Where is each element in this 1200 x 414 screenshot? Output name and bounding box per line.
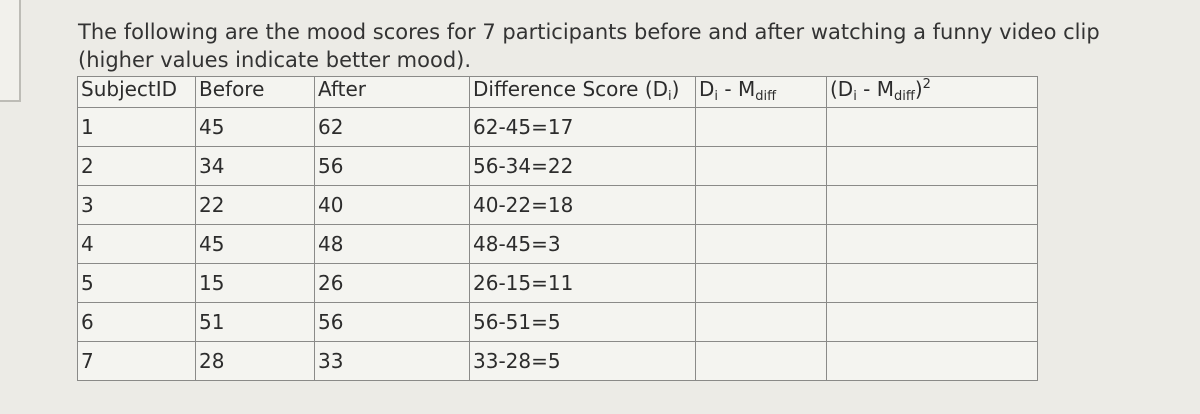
header-difference-score [470,77,696,108]
header-sq-sup: 2 [922,77,931,92]
cell-after: 48 [315,225,470,264]
cell-deviation[interactable] [696,147,827,186]
cell-after: 40 [315,186,470,225]
header-after: After [315,77,470,108]
cell-difference: 40-22=18 [470,186,696,225]
cell-before: 22 [196,186,315,225]
table-row [78,303,1038,342]
cell-subject-id: 4 [78,225,196,264]
header-dm-sub1: i [714,89,719,104]
left-panel-edge [0,0,21,102]
table-row [78,264,1038,303]
header-sq-text: (D [830,77,854,101]
cell-squared-deviation[interactable] [827,147,1038,186]
cell-squared-deviation[interactable] [827,225,1038,264]
header-sq-sub1: i [853,89,857,104]
cell-deviation[interactable] [696,108,827,147]
header-dm-text: D [699,77,715,101]
header-d-minus-mdiff [696,77,827,108]
header-before: Before [196,77,315,108]
header-difference-sub: i [668,89,672,104]
cell-subject-id: 3 [78,186,196,225]
table-row [78,108,1038,147]
table-row [78,225,1038,264]
header-sq-tail: ) [914,77,923,101]
question-prompt: The following are the mood scores for 7 participants before and after watching a funny video clip (higher values indicate better mood). [78,20,1100,72]
cell-difference: 62-45=17 [470,108,696,147]
cell-after: 56 [315,303,470,342]
cell-difference: 33-28=5 [470,342,696,381]
cell-subject-id: 6 [78,303,196,342]
mood-scores-table [77,76,1038,381]
cell-deviation[interactable] [696,264,827,303]
header-subject-id: SubjectID [78,77,196,108]
header-squared-deviation [827,77,1038,108]
cell-subject-id: 7 [78,342,196,381]
cell-squared-deviation[interactable] [827,264,1038,303]
cell-difference: 56-34=22 [470,147,696,186]
header-dm-sub2: diff [755,89,777,104]
cell-before: 51 [196,303,315,342]
cell-before: 28 [196,342,315,381]
cell-before: 45 [196,225,315,264]
cell-subject-id: 2 [78,147,196,186]
header-difference-text: Difference Score (D [473,77,669,101]
cell-deviation[interactable] [696,225,827,264]
cell-difference: 56-51=5 [470,303,696,342]
cell-squared-deviation[interactable] [827,186,1038,225]
header-dm-mid: - M [718,77,756,101]
cell-after: 62 [315,108,470,147]
header-difference-tail: ) [671,77,680,101]
cell-subject-id: 5 [78,264,196,303]
cell-deviation[interactable] [696,342,827,381]
cell-squared-deviation[interactable] [827,303,1038,342]
cell-before: 45 [196,108,315,147]
cell-difference: 48-45=3 [470,225,696,264]
table-row [78,147,1038,186]
cell-after: 56 [315,147,470,186]
cell-subject-id: 1 [78,108,196,147]
cell-after: 33 [315,342,470,381]
cell-before: 15 [196,264,315,303]
header-sq-mid: - M [856,77,895,101]
cell-before: 34 [196,147,315,186]
table-row [78,342,1038,381]
table-row [78,186,1038,225]
cell-difference: 26-15=11 [470,264,696,303]
cell-squared-deviation[interactable] [827,108,1038,147]
header-sq-sub2: diff [894,89,915,104]
cell-deviation[interactable] [696,303,827,342]
cell-deviation[interactable] [696,186,827,225]
cell-squared-deviation[interactable] [827,342,1038,381]
cell-after: 26 [315,264,470,303]
table-header-row [78,77,1038,108]
